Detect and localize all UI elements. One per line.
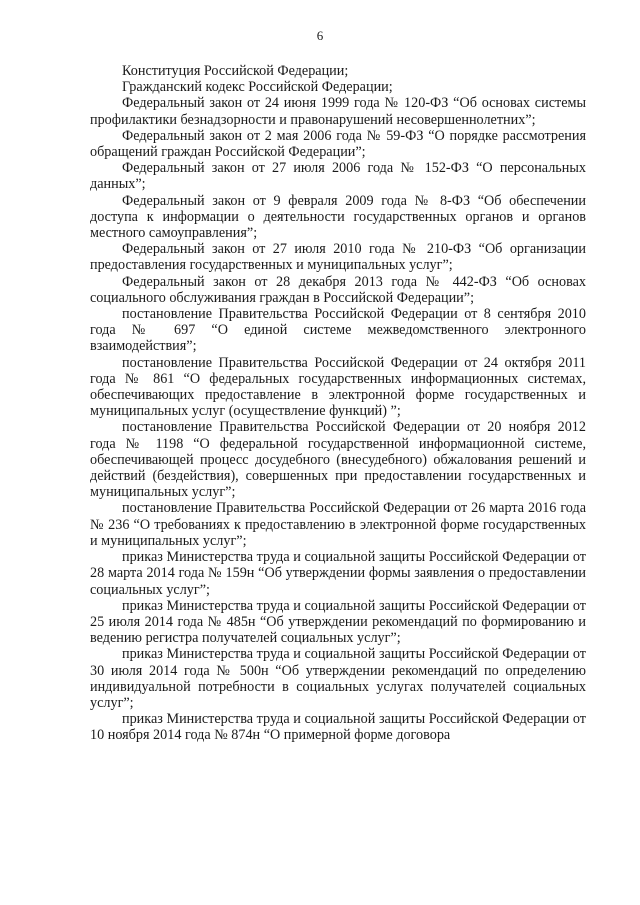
legal-basis-list (90, 63, 586, 744)
list-item: приказ Министерства труда и социальной защиты Российской Федерации от 10 ноября 2014 года № 874н “О примерной форме договора (90, 711, 586, 744)
list-item: постановление Правительства Российской Федерации от 8 сентября 2010 года № 697 “О единой системе межведомственного электронного взаимодействия”; (90, 306, 586, 355)
list-item: Федеральный закон от 27 июля 2006 года № 152-ФЗ “О персональных данных”; (90, 160, 586, 193)
list-item: Гражданский кодекс Российской Федерации; (122, 79, 393, 96)
page-number: 6 (316, 28, 324, 43)
list-item: постановление Правительства Российской Федерации от 20 ноября 2012 года № 1198 “О федеральной государственной информационной системе, обеспечивающей процесс досудебного (внесудебного) обжалования решений и действий (бездействия), совершенных при предоставлении государственных и муниципальных услуг”; (90, 419, 586, 501)
list-item: приказ Министерства труда и социальной защиты Российской Федерации от 30 июля 2014 года № 500н “Об утверждении рекомендаций по определению индивидуальной потребности в социальных услугах получателей социальных услуг”; (90, 646, 586, 711)
list-item: Федеральный закон от 24 июня 1999 года № 120-ФЗ “Об основах системы профилактики безнадзорности и правонарушений несовершеннолетних”; (90, 95, 586, 128)
list-item: Федеральный закон от 2 мая 2006 года № 59-ФЗ “О порядке рассмотрения обращений граждан Российской Федерации”; (90, 127, 586, 161)
list-item: приказ Министерства труда и социальной защиты Российской Федерации от 28 марта 2014 года № 159н “Об утверждении формы заявления о предоставлении социальных услуг”; (90, 549, 586, 598)
list-item: Конституция Российской Федерации; (122, 63, 349, 79)
list-item: приказ Министерства труда и социальной защиты Российской Федерации от 25 июля 2014 года № 485н “Об утверждении рекомендаций по формированию и ведению регистра получателей социальных услуг”; (90, 597, 586, 647)
list-item: Федеральный закон от 9 февраля 2009 года № 8-ФЗ “Об обеспечении доступа к информации о деятельности государственных органов и органов местного самоуправления”; (90, 192, 586, 242)
list-item: Федеральный закон от 27 июля 2010 года № 210-ФЗ “Об организации предоставления государственных и муниципальных услуг”; (90, 241, 586, 274)
list-item: постановление Правительства Российской Федерации от 26 марта 2016 года № 236 “О требованиях к предоставлению в электронной форме государственных и муниципальных услуг”; (90, 500, 586, 549)
list-item: Федеральный закон от 28 декабря 2013 года № 442-ФЗ “Об основах социального обслуживания граждан в Российской Федерации”; (90, 273, 586, 306)
list-item: постановление Правительства Российской Федерации от 24 октября 2011 года № 861 “О федеральных государственных информационных системах, обеспечивающих предоставление в электронной форме государственных и муниципальных услуг (осуществление функций) ”; (90, 354, 586, 420)
